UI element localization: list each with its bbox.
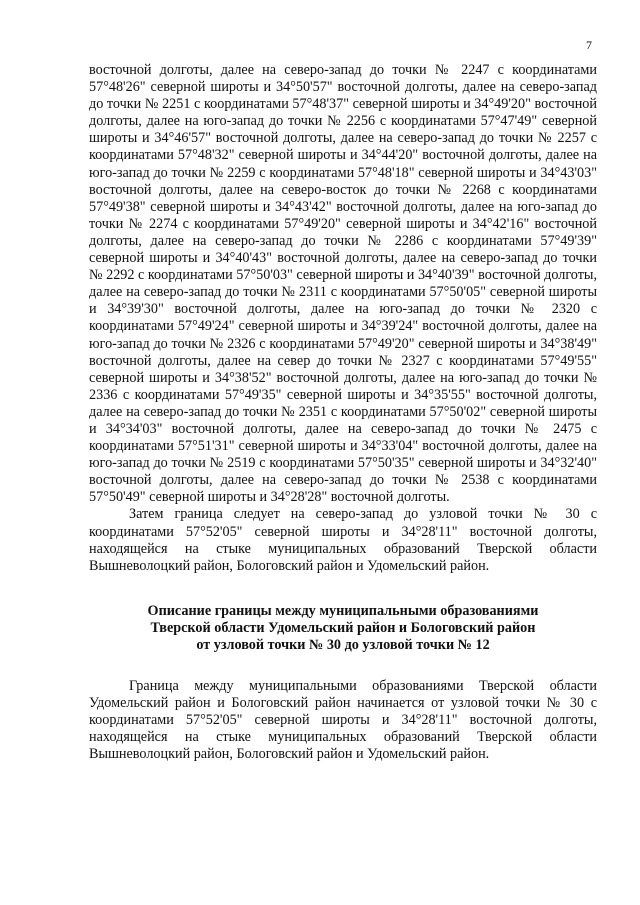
node-point-paragraph: Затем граница следует на северо-запад до узловой точки № 30 с координатами 57°52'05" северной широты и 34°28'11" восточной долготы, находящейся на стыке муниципальных образований Тверской области Вышневолоцкий район, Бологовский район и Удомельский район. (89, 506, 597, 574)
section-heading-line-1: Описание границы между муниципальными образованиями (147, 602, 539, 619)
section-heading-line-3: от узловой точки № 30 до узловой точки № 12 (196, 637, 490, 653)
section-heading-line-2: Тверской области Удомельский район и Бологовский район (150, 619, 536, 636)
page-number: 7 (586, 38, 592, 52)
boundary-description-paragraph: восточной долготы, далее на северо-запад до точки № 2247 с координатами 57°48'26" северной широты и 34°50'57" восточной долготы, далее на северо-запад до точки № 2251 с координатами 57°48'37" северной широты и 34°49'20" восточной долготы, далее на юго-запад до точки № 2256 с координатами 57°47'49" северной широты и 34°46'57" восточной долготы, далее на северо-запад до точки № 2257 с координатами 57°48'32" северной широты и 34°44'20" восточной долготы, далее на юго-запад до точки № 2259 с координатами 57°48'18" северной широты и 34°43'03" восточной долготы, далее на северо-восток до точки № 2268 с координатами 57°49'38" северной широты и 34°43'42" восточной долготы, далее на юго-запад до точки № 2274 с координатами 57°49'20" северной широты и 34°42'16" восточной долготы, далее на северо-запад до точки № 2286 с координатами 57°49'39" северной широты и 34°40'43" восточной долготы, далее на северо-запад до точки № 2292 с координатами 57°50'03" северной широты и 34°40'39" восточной долготы, далее на северо-запад до точки № 2311 с координатами 57°50'05" северной широты и 34°39'30" восточной долготы, далее на юго-запад до точки № 2320 с координатами 57°49'24" северной широты и 34°39'24" восточной долготы, далее на юго-запад до точки № 2326 с координатами 57°49'20" северной широты и 34°38'49" восточной долготы, далее на север до точки № 2327 с координатами 57°49'55" северной широты и 34°38'52" восточной долготы, далее на юго-запад до точки № 2336 с координатами 57°49'35" северной широты и 34°35'55" восточной долготы, далее на северо-запад до точки № 2351 с координатами 57°50'02" северной широты и 34°34'03" восточной долготы, далее на северо-запад до точки № 2475 с координатами 57°51'31" северной широты и 34°33'04" восточной долготы, далее на юго-запад до точки № 2519 с координатами 57°50'35" северной широты и 34°32'40" восточной долготы, далее на северо-запад до точки № 2538 с координатами 57°50'49" северной широты и 34°28'28" восточной долготы. (89, 62, 597, 506)
section-intro-paragraph: Граница между муниципальными образованиями Тверской области Удомельский район и Бологовский район начинается от узловой точки № 30 с координатами 57°52'05" северной широты и 34°28'11" восточной долготы, находящейся на стыке муниципальных образований Тверской области Вышневолоцкий район, Бологовский район и Удомельский район. (89, 678, 597, 763)
section-heading (89, 603, 597, 654)
document-body (89, 62, 597, 764)
